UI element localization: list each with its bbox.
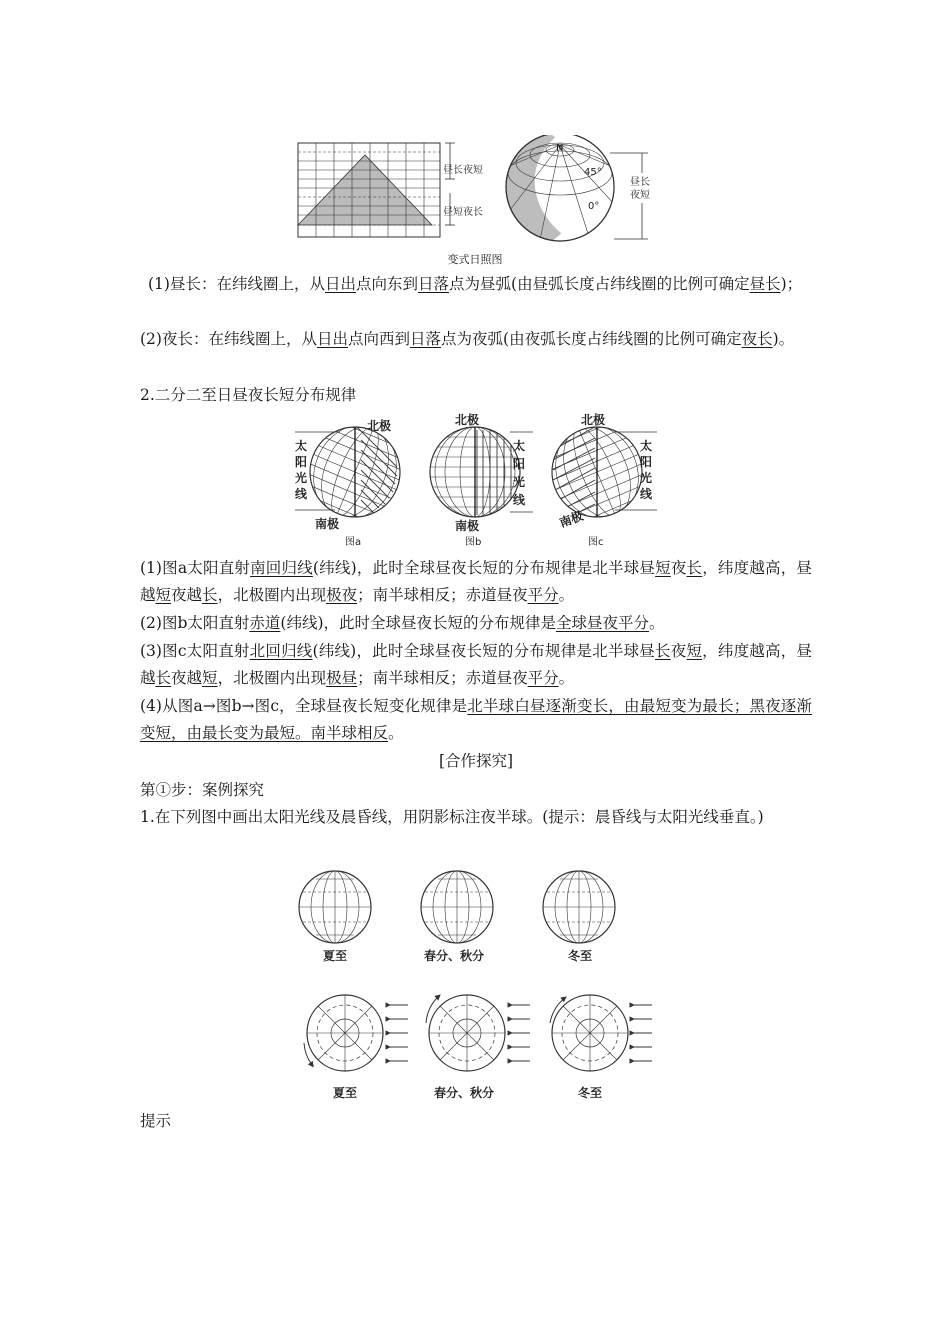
paragraph-day-length: (1)昼长：在纬线圈上，从日出点向东到日落点为昼弧(由昼弧长度占纬线圈的比例可确定昼长)； <box>148 275 803 293</box>
sun-ray-char-1: 太 <box>295 439 308 453</box>
cooperative-inquiry-title: [合作探究] <box>438 752 514 770</box>
globe-b <box>425 412 533 548</box>
polar-circle-winter <box>550 995 652 1071</box>
sun-ray-char-4: 线 <box>295 487 308 501</box>
label-0-degrees: 0° <box>588 201 600 212</box>
label-day-long-night-short: 昼长夜短 <box>443 165 483 176</box>
caption-figure-c: 图c <box>588 537 604 548</box>
sun-ray-char-3: 光 <box>295 471 308 485</box>
globe-a <box>289 410 422 548</box>
paragraph-figure-c: (3)图c太阳直射北回归线(纬线)，此时全球昼夜长短的分布规律是北半球昼长夜短，纬度越高，昼越长夜越短，北极圈内出现极昼；南半球相反；赤道昼夜平分。 <box>140 642 812 687</box>
label-north-pole: 北极 <box>367 419 392 433</box>
label-winter-solstice: 冬至 <box>578 1086 603 1100</box>
answer-night-length: 夜长 <box>741 330 773 348</box>
blank-globe-summer <box>299 871 371 943</box>
sun-ray-char-1: 太 <box>640 439 653 453</box>
label-south-pole: 南极 <box>557 508 585 531</box>
rectangular-daylight-chart <box>298 143 483 237</box>
hint-label: 提示 <box>140 1112 172 1130</box>
polar-circle-summer <box>304 995 408 1071</box>
label-south-pole: 南极 <box>315 517 340 531</box>
variant-insolation-figure <box>290 135 670 265</box>
daylight-globe <box>506 135 658 241</box>
answer-sunset: 日落 <box>418 275 450 293</box>
globe-c <box>529 410 665 548</box>
label-spring-autumn-equinox: 春分、秋分 <box>424 949 485 963</box>
paragraph-change-pattern: (4)从图a→图b→图c，全球昼夜长短变化规律是北半球白昼逐渐变长，由最短变为最长；黑夜逐渐变短，由最长变为最短。南半球相反。 <box>140 697 812 742</box>
blank-globe-winter <box>543 871 615 943</box>
label-spring-autumn-equinox: 春分、秋分 <box>434 1086 495 1100</box>
polar-circle-equinox <box>426 995 530 1071</box>
caption-figure-b: 图b <box>465 537 482 548</box>
sun-ray-char-2: 阳 <box>640 455 653 469</box>
label-day-long: 昼长 <box>630 177 650 188</box>
label-day-short-night-long: 昼短夜长 <box>443 207 483 218</box>
sun-ray-char-1: 太 <box>513 439 526 453</box>
answer-day-length: 昼长 <box>749 275 781 293</box>
solstice-equinox-globes-figure <box>285 410 665 550</box>
question-1: 1.在下列图中画出太阳光线及晨昏线，用阴影标注夜半球。(提示：晨昏线与太阳光线垂直。) <box>140 808 764 826</box>
caption-figure-a: 图a <box>345 537 362 548</box>
sun-ray-char-4: 线 <box>513 493 526 507</box>
section2-title: 2.二分二至日昼夜长短分布规律 <box>140 386 357 404</box>
label-north-pole: 北极 <box>455 413 480 427</box>
figure1-caption: 变式日照图 <box>447 253 503 266</box>
label-summer-solstice: 夏至 <box>333 1086 358 1100</box>
label-45-degrees: 45° <box>584 167 602 178</box>
blank-globes-row <box>290 862 630 972</box>
polar-view-circles-row <box>290 985 660 1105</box>
label-south-pole: 南极 <box>455 519 480 533</box>
sun-ray-char-2: 阳 <box>295 455 308 469</box>
paragraph-figure-b: (2)图b太阳直射赤道(纬线)，此时全球昼夜长短的分布规律是全球昼夜平分。 <box>140 614 665 632</box>
sun-ray-char-3: 光 <box>640 471 653 485</box>
label-north-pole: 北极 <box>581 413 606 427</box>
sun-ray-char-4: 线 <box>640 487 653 501</box>
step1-heading: 第①步：案例探究 <box>140 781 265 799</box>
answer-sunrise: 日出 <box>316 330 348 348</box>
label-north-pole-N: N <box>556 143 564 154</box>
paragraph-figure-a: (1)图a太阳直射南回归线(纬线)，此时全球昼夜长短的分布规律是北半球昼短夜长，纬度越高，昼越短夜越长，北极圈内出现极夜；南半球相反；赤道昼夜平分。 <box>140 559 812 604</box>
sun-ray-char-3: 光 <box>513 475 526 489</box>
answer-sunset: 日落 <box>410 330 442 348</box>
label-summer-solstice: 夏至 <box>323 949 348 963</box>
label-night-short: 夜短 <box>630 190 650 201</box>
answer-sunrise: 日出 <box>324 275 356 293</box>
sun-ray-char-2: 阳 <box>513 457 526 471</box>
label-winter-solstice: 冬至 <box>568 949 593 963</box>
blank-globe-equinox <box>421 871 493 943</box>
paragraph-night-length: (2)夜长：在纬线圈上，从日出点向西到日落点为夜弧(由夜弧长度占纬线圈的比例可确定夜长)。 <box>140 330 795 348</box>
